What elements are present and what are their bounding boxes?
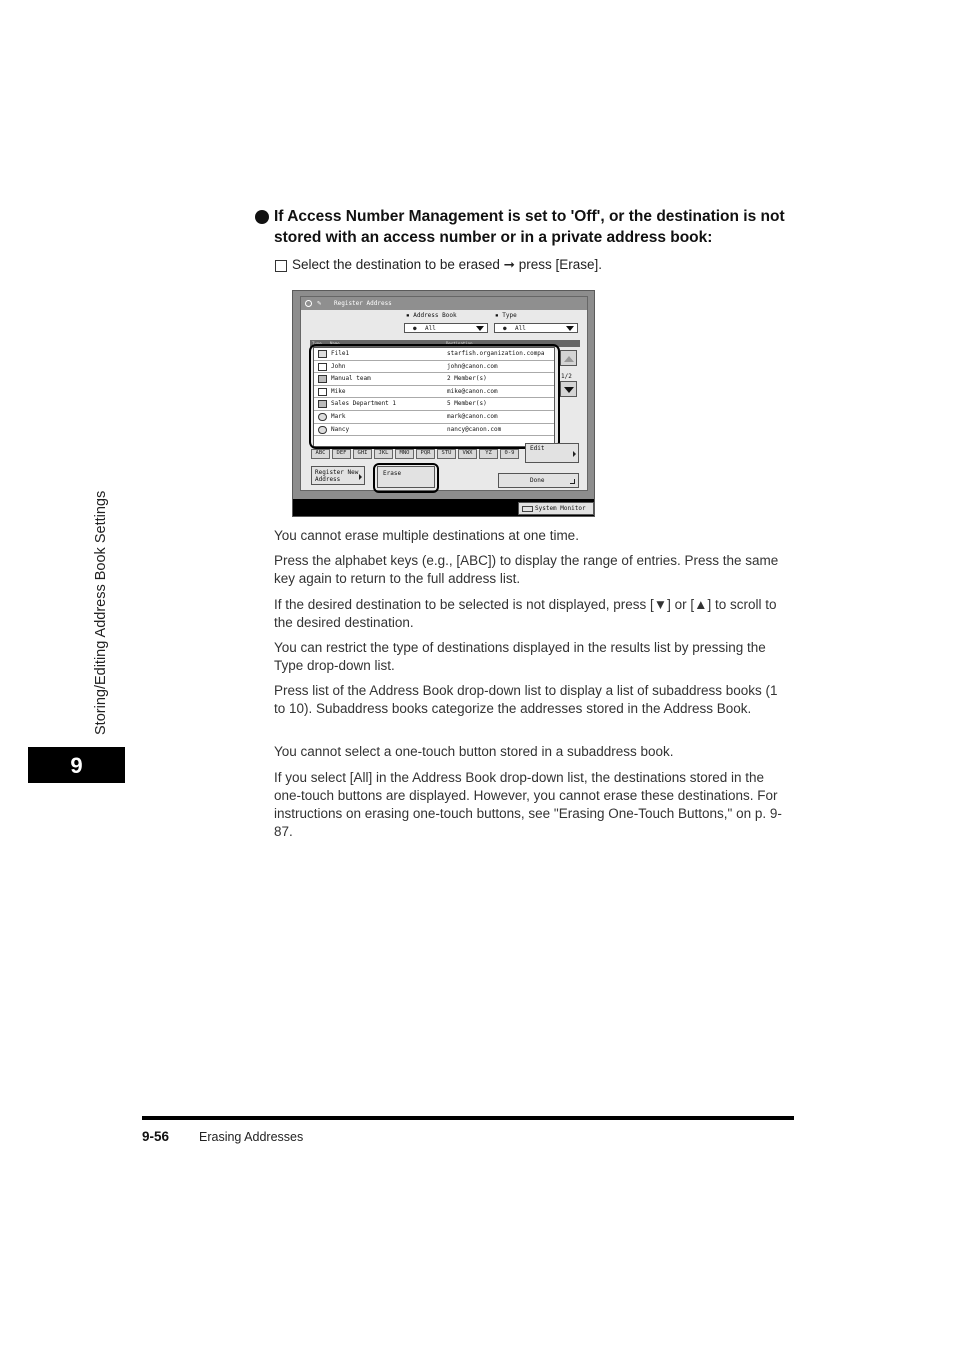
scroll-up-button[interactable]: [560, 350, 577, 366]
page-number: 9-56: [142, 1129, 170, 1144]
register-icon: ✎: [317, 299, 322, 307]
entry-destination: nancy@canon.com: [447, 425, 502, 433]
col-name: Name: [330, 341, 340, 346]
alpha-key-mno[interactable]: MNO: [395, 449, 414, 459]
entry-destination: john@canon.com: [447, 362, 498, 370]
footer-title: Erasing Addresses: [199, 1130, 304, 1144]
edit-label: Edit: [530, 445, 545, 452]
note-paragraph-1: You cannot erase multiple destinations at one time.: [274, 528, 579, 543]
scroll-down-button[interactable]: [560, 381, 577, 397]
chevron-down-icon: [476, 326, 484, 331]
bullet-icon: [255, 210, 269, 224]
address-book-label: ▪ Address Book: [406, 312, 457, 319]
alpha-key-pqr[interactable]: PQR: [416, 449, 435, 459]
chevron-down-icon: [566, 326, 574, 331]
col-destination: Destination: [446, 341, 473, 346]
entry-destination: 2 Member(s): [447, 375, 487, 383]
entry-name: Nancy: [331, 425, 350, 433]
entry-destination: mark@canon.com: [447, 413, 498, 420]
address-book-label-text: Address Book: [413, 312, 457, 319]
alpha-key-vwx[interactable]: VWX: [458, 449, 477, 459]
triangle-up-icon: [564, 356, 574, 362]
edit-button[interactable]: [525, 443, 579, 463]
chapter-section-title: Storing/Editing Address Book Settings: [93, 490, 109, 735]
alpha-key-ghi[interactable]: GHI: [353, 449, 372, 459]
alpha-key-def[interactable]: DEF: [332, 449, 351, 459]
footer-rule: [142, 1116, 794, 1120]
screen-area: [300, 296, 588, 491]
entry-name: File1: [331, 350, 350, 357]
entry-name: Mike: [331, 387, 346, 395]
alpha-key-yz[interactable]: YZ: [479, 449, 498, 459]
type-label: ▪ Type: [495, 312, 517, 319]
done-label: Done: [530, 477, 545, 484]
step-instruction: Select the destination to be erased ➞ press [Erase].: [292, 257, 602, 272]
system-monitor-label: System Monitor: [535, 505, 586, 512]
caret-right-icon: [573, 451, 576, 457]
chapter-number-tab: 9: [28, 747, 125, 783]
erase-callout-highlight: [373, 463, 439, 493]
system-monitor-button[interactable]: [518, 502, 594, 515]
entry-name: Mark: [331, 413, 346, 420]
erase-label: Erase: [383, 470, 402, 477]
alpha-key-stu[interactable]: STU: [437, 449, 456, 459]
note-paragraph-4: You can restrict the type of destinations displayed in the results list by pressing the Type drop-down list.: [274, 640, 766, 673]
note-paragraph-6: You cannot select a one-touch button stored in a subaddress book.: [274, 744, 674, 759]
page-indicator: 1/2: [561, 373, 572, 380]
note-paragraph-2: Press the alphabet keys (e.g., [ABC]) to display the range of entries. Press the same key again to return to the full address list.: [274, 553, 779, 586]
done-button[interactable]: [498, 473, 579, 488]
col-type: Type: [312, 341, 322, 346]
enter-icon: [570, 479, 575, 484]
note-paragraph-5: Press list of the Address Book drop-down list to display a list of subaddress books (1 to 10). Subaddress books categorize the addresses stored in the Address Book.: [274, 683, 778, 716]
register-new-address-button[interactable]: [311, 466, 365, 485]
address-book-value: All: [425, 325, 436, 332]
alpha-key-jkl[interactable]: JKL: [374, 449, 393, 459]
checkbox-icon: [275, 260, 287, 272]
entry-name: Manual team: [331, 375, 371, 383]
address-book-dropdown[interactable]: ● All: [404, 323, 488, 333]
type-dropdown[interactable]: ● All: [494, 323, 578, 333]
type-value: All: [515, 325, 526, 332]
list-callout-highlight: [309, 344, 560, 449]
register-new-label-line1: Register New: [315, 469, 359, 476]
register-new-label-line2: Address: [315, 476, 341, 483]
screen-title-bar: [301, 297, 587, 310]
alpha-key-0-9[interactable]: 0-9: [500, 449, 519, 459]
entry-name: John: [331, 362, 346, 370]
register-address-screenshot: [292, 290, 595, 517]
caret-right-icon: [359, 474, 362, 480]
status-bar: [293, 499, 594, 516]
alpha-key-abc[interactable]: ABC: [311, 449, 330, 459]
entry-destination: starfish.organization.compa: [447, 350, 545, 357]
entry-destination: 5 Member(s): [447, 400, 487, 408]
screen-title: Register Address: [334, 300, 392, 307]
entry-destination: mike@canon.com: [447, 387, 498, 395]
note-paragraph-3: If the desired destination to be selected is not displayed, press [▼] or [▲] to scroll to the desired destination.: [274, 597, 777, 630]
type-label-text: Type: [502, 312, 517, 319]
mode-icon: [305, 300, 312, 307]
monitor-icon: [522, 506, 533, 512]
note-paragraph-7: If you select [All] in the Address Book drop-down list, the destinations stored in the one-touch buttons are displayed. However, you cannot erase these destinations. For instructions on erasing one-touch buttons, see "Erasing One-Touch Buttons," on p. 9-87.: [274, 770, 782, 839]
section-heading: If Access Number Management is set to 'Off', or the destination is not stored with an access number or in a private address book:: [274, 208, 785, 246]
triangle-down-icon: [564, 387, 574, 393]
entry-name: Sales Department 1: [331, 400, 397, 408]
